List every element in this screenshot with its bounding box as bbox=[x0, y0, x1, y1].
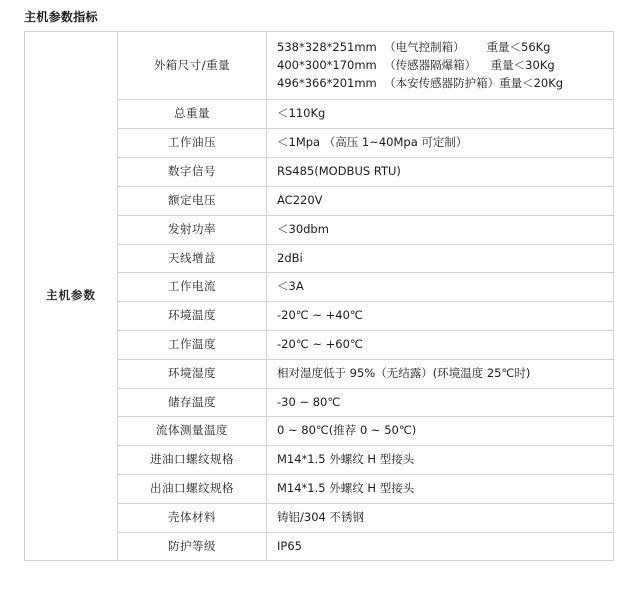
param-name: 进油口螺纹规格 bbox=[118, 446, 267, 475]
param-name: 出油口螺纹规格 bbox=[118, 475, 267, 504]
param-value bbox=[267, 32, 614, 100]
param-value: -20℃ ~ +60℃ bbox=[267, 330, 614, 359]
param-value: 2dBi bbox=[267, 244, 614, 273]
param-value: ＜3A bbox=[267, 273, 614, 302]
param-name: 工作温度 bbox=[118, 330, 267, 359]
param-value: AC220V bbox=[267, 186, 614, 215]
param-name: 壳体材料 bbox=[118, 503, 267, 532]
table-row bbox=[25, 32, 614, 100]
param-value: ＜110Kg bbox=[267, 100, 614, 129]
param-name: 外箱尺寸/重量 bbox=[118, 32, 267, 100]
spec-table-body bbox=[25, 32, 614, 561]
param-value: M14*1.5 外螺纹 H 型接头 bbox=[267, 446, 614, 475]
param-value: IP65 bbox=[267, 532, 614, 561]
param-value: 相对湿度低于 95%（无结露）(环境温度 25℃时) bbox=[267, 359, 614, 388]
param-name: 天线增益 bbox=[118, 244, 267, 273]
param-value: M14*1.5 外螺纹 H 型接头 bbox=[267, 475, 614, 504]
param-name: 总重量 bbox=[118, 100, 267, 129]
param-name: 额定电压 bbox=[118, 186, 267, 215]
param-name: 防护等级 bbox=[118, 532, 267, 561]
param-value: -20℃ ~ +40℃ bbox=[267, 302, 614, 331]
param-name: 环境温度 bbox=[118, 302, 267, 331]
param-value: RS485(MODBUS RTU) bbox=[267, 158, 614, 187]
param-name: 环境湿度 bbox=[118, 359, 267, 388]
param-name: 发射功率 bbox=[118, 215, 267, 244]
page-title: 主机参数指标 bbox=[24, 10, 98, 24]
param-value: ＜30dbm bbox=[267, 215, 614, 244]
param-name: 工作油压 bbox=[118, 129, 267, 158]
param-name: 数字信号 bbox=[118, 158, 267, 187]
param-value: 0 ~ 80℃(推荐 0 ~ 50℃) bbox=[267, 417, 614, 446]
spec-table bbox=[24, 31, 614, 561]
param-value: ＜1Mpa （高压 1~40Mpa 可定制） bbox=[267, 129, 614, 158]
param-value-line: 496*366*201mm （本安传感器防护箱）重量＜20Kg bbox=[277, 75, 564, 90]
param-value: -30 ~ 80℃ bbox=[267, 388, 614, 417]
param-name: 储存温度 bbox=[118, 388, 267, 417]
param-value-line: 400*300*170mm （传感器隔爆箱） 重量＜30Kg bbox=[277, 57, 555, 72]
param-name: 流体测量温度 bbox=[118, 417, 267, 446]
param-value: 铸铝/304 不锈钢 bbox=[267, 503, 614, 532]
param-name: 工作电流 bbox=[118, 273, 267, 302]
group-label-cell: 主机参数 bbox=[25, 32, 118, 561]
param-value-line: 538*328*251mm （电气控制箱） 重量＜56Kg bbox=[277, 40, 551, 54]
